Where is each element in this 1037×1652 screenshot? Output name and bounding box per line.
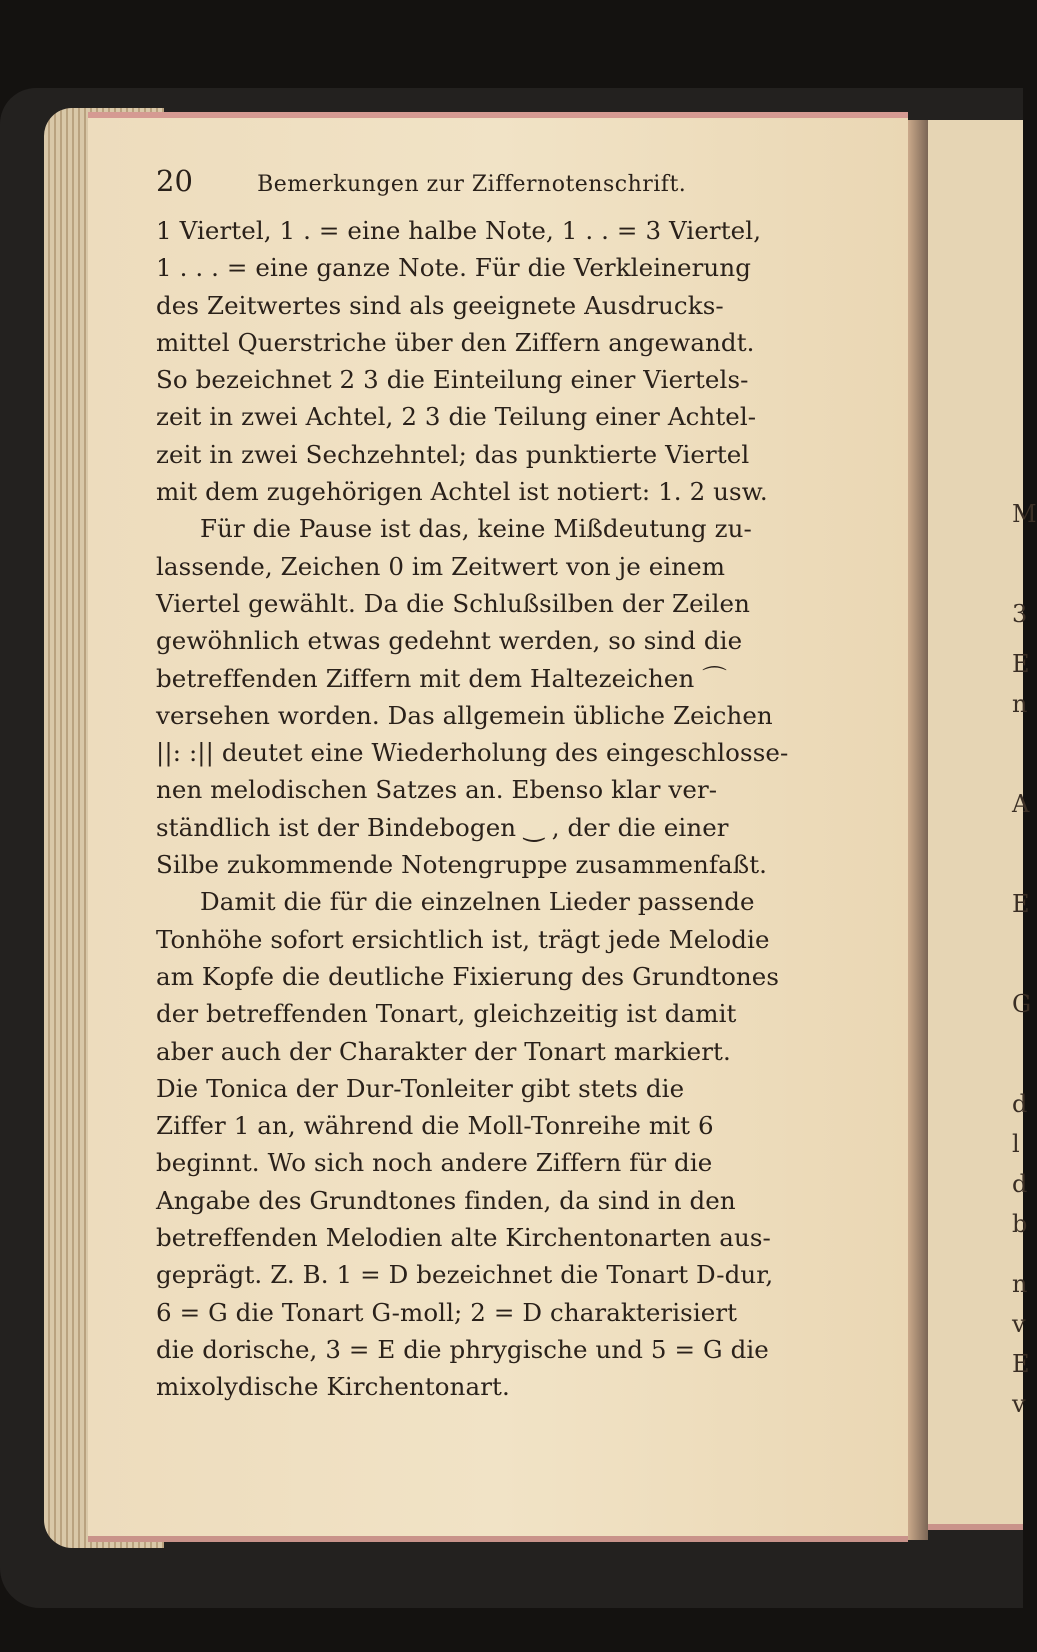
text-line: betreffenden Ziffern mit dem Haltezeichen ⌒ <box>156 663 727 693</box>
running-head: Bemerkungen zur Ziffernotenschrift. <box>257 172 687 197</box>
text-line: mittel Querstriche über den Ziffern angewandt. <box>156 327 755 357</box>
text-line: zeit in zwei Sechzehntel; das punktierte Viertel <box>156 439 750 469</box>
text-line: geprägt. Z. B. 1 = D bezeichnet die Tonart D-dur, <box>156 1260 774 1290</box>
text-line: ||: :|| deutet eine Wiederholung des eingeschlosse- <box>156 738 789 768</box>
text-line: der betreffenden Tonart, gleichzeitig ist damit <box>156 999 737 1029</box>
text-line: versehen worden. Das allgemein übliche Zeichen <box>156 700 773 730</box>
text-line: ständlich ist der Bindebogen ‿ , der die einer <box>156 812 729 842</box>
text-line: des Zeitwertes sind als geeignete Ausdrucks- <box>156 290 724 320</box>
book-gutter <box>908 120 928 1540</box>
text-line: beginnt. Wo sich noch andere Ziffern für die <box>156 1148 713 1178</box>
text-line: Viertel gewählt. Da die Schlußsilben der Zeilen <box>156 588 751 618</box>
text-line: lassende, Zeichen 0 im Zeitwert von je einem <box>156 551 726 581</box>
text-line: Damit die für die einzelnen Lieder passende <box>200 887 755 917</box>
page-text <box>156 164 826 1406</box>
text-line: gewöhnlich etwas gedehnt werden, so sind die <box>156 626 743 656</box>
text-line: Tonhöhe sofort ersichtlich ist, trägt jede Melodie <box>156 924 770 954</box>
text-line: Die Tonica der Dur-Tonleiter gibt stets die <box>156 1073 685 1103</box>
text-line: am Kopfe die deutliche Fixierung des Grundtones <box>156 961 780 991</box>
text-line: nen melodischen Satzes an. Ebenso klar ver- <box>156 775 718 805</box>
adjacent-page-edge: M 3 E n A E G d l d b n v E v <box>928 120 1023 1530</box>
page-header <box>156 164 826 206</box>
text-line: Ziffer 1 an, während die Moll-Tonreihe mit 6 <box>156 1111 714 1141</box>
text-line: Angabe des Grundtones finden, da sind in den <box>156 1185 736 1215</box>
text-line: die dorische, 3 = E die phrygische und 5 = G die <box>156 1334 769 1364</box>
text-line: betreffenden Melodien alte Kirchentonarten aus- <box>156 1223 771 1253</box>
text-line: 6 = G die Tonart G-moll; 2 = D charakterisiert <box>156 1297 738 1327</box>
text-line: 1 Viertel, 1 . = eine halbe Note, 1 . . = 3 Viertel, <box>156 216 762 245</box>
text-line: Für die Pause ist das, keine Mißdeutung zu- <box>200 514 752 544</box>
text-line: Silbe zukommende Notengruppe zusammenfaßt. <box>156 850 768 880</box>
text-line: mixolydische Kirchentonart. <box>156 1372 510 1402</box>
text-line: 1 . . . = eine ganze Note. Für die Verkleinerung <box>156 253 751 283</box>
page-number: 20 <box>156 164 193 198</box>
text-line: aber auch der Charakter der Tonart markiert. <box>156 1036 731 1066</box>
text-line: So bezeichnet 2 3 die Einteilung einer Viertels- <box>156 365 749 395</box>
text-line: mit dem zugehörigen Achtel ist notiert: 1. 2 usw. <box>156 477 768 507</box>
text-line: zeit in zwei Achtel, 2 3 die Teilung einer Achtel- <box>156 402 757 432</box>
